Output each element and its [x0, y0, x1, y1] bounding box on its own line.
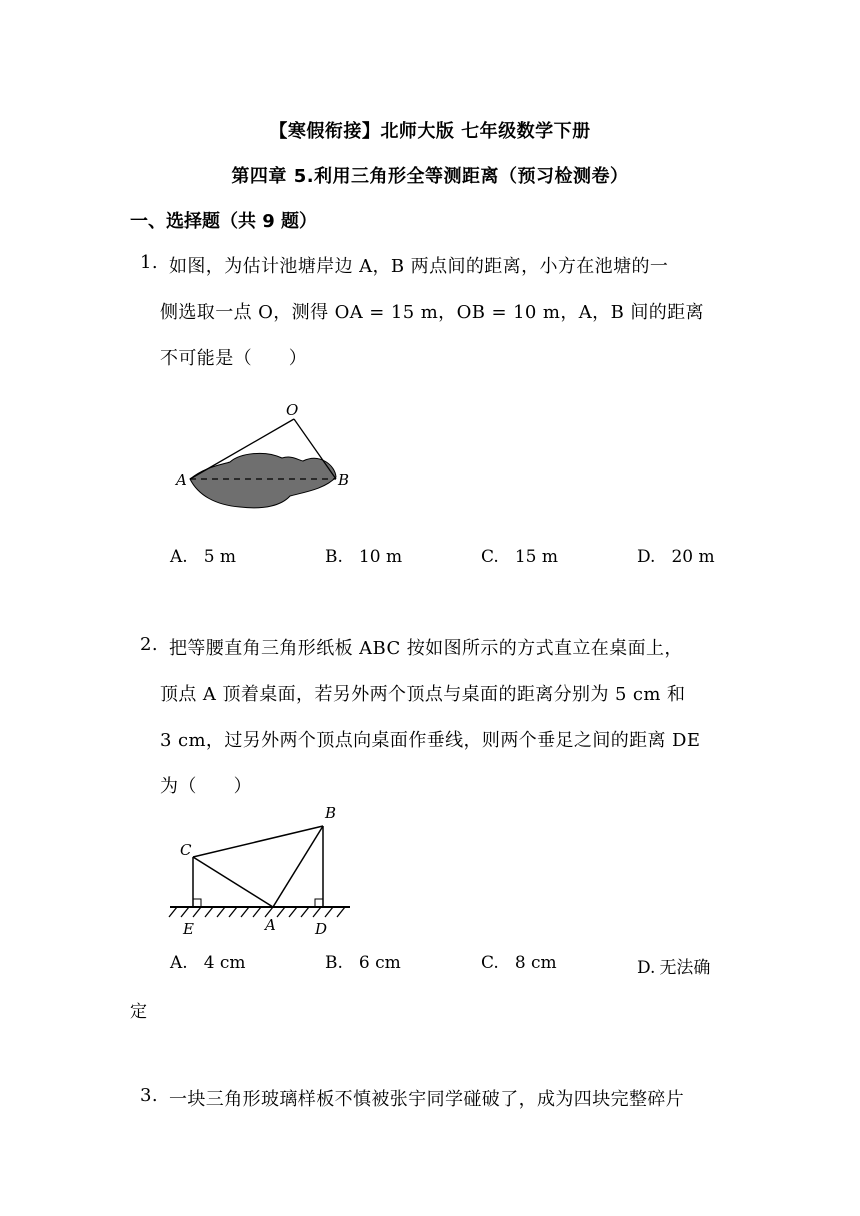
question-text-line: 不可能是（ ）	[160, 348, 308, 369]
label-b: B	[325, 804, 337, 822]
label-e: E	[183, 920, 194, 938]
right-angle-e	[193, 899, 201, 907]
section-heading: 一、选择题（共 9 题）	[130, 211, 318, 232]
question-text-line: 如图，为估计池塘岸边 A，B 两点间的距离，小方在池塘的一	[169, 256, 669, 277]
document-subtitle: 第四章 5.利用三角形全等测距离（预习检测卷）	[231, 166, 629, 187]
question-number: 1.	[140, 252, 158, 273]
option-d-wrap: 定	[130, 1002, 147, 1022]
question-number: 3.	[140, 1085, 158, 1106]
side-ca	[193, 857, 273, 907]
option-c[interactable]: C. 8 cm	[481, 953, 557, 973]
option-d[interactable]: D. 20 m	[637, 547, 715, 567]
right-angle-d	[315, 899, 323, 907]
question-text-line: 顶点 A 顶着桌面，若另外两个顶点与桌面的距离分别为 5 cm 和	[160, 684, 686, 705]
question-number: 2.	[140, 634, 158, 655]
label-c: C	[180, 841, 192, 859]
pond-figure	[170, 395, 360, 520]
document-title: 【寒假衔接】北师大版 七年级数学下册	[269, 121, 591, 142]
question-text-line: 为（ ）	[160, 776, 252, 797]
label-a: A	[176, 471, 187, 489]
label-d: D	[315, 920, 328, 938]
label-b: B	[338, 471, 350, 489]
triangle-figure	[165, 800, 360, 940]
side-cb	[193, 826, 323, 857]
question-text-line: 把等腰直角三角形纸板 ABC 按如图所示的方式直立在桌面上，	[169, 638, 683, 659]
side-ab	[273, 826, 323, 907]
question-text-line: 侧选取一点 O，测得 OA = 15 m，OB = 10 m，A，B 间的距离	[160, 302, 704, 323]
pond-shape	[190, 453, 336, 508]
question-text-line: 一块三角形玻璃样板不慎被张宇同学碰破了，成为四块完整碎片	[169, 1089, 685, 1110]
table-hatching	[169, 907, 345, 917]
question-text-line: 3 cm，过另外两个顶点向桌面作垂线，则两个垂足之间的距离 DE	[160, 730, 701, 751]
option-d[interactable]: D. 无法确	[637, 958, 711, 978]
option-b[interactable]: B. 10 m	[325, 547, 403, 567]
label-a: A	[265, 916, 276, 934]
label-o: O	[286, 401, 299, 419]
option-b[interactable]: B. 6 cm	[325, 953, 401, 973]
option-c[interactable]: C. 15 m	[481, 547, 558, 567]
option-a[interactable]: A. 4 cm	[170, 953, 246, 973]
option-a[interactable]: A. 5 m	[170, 547, 237, 567]
